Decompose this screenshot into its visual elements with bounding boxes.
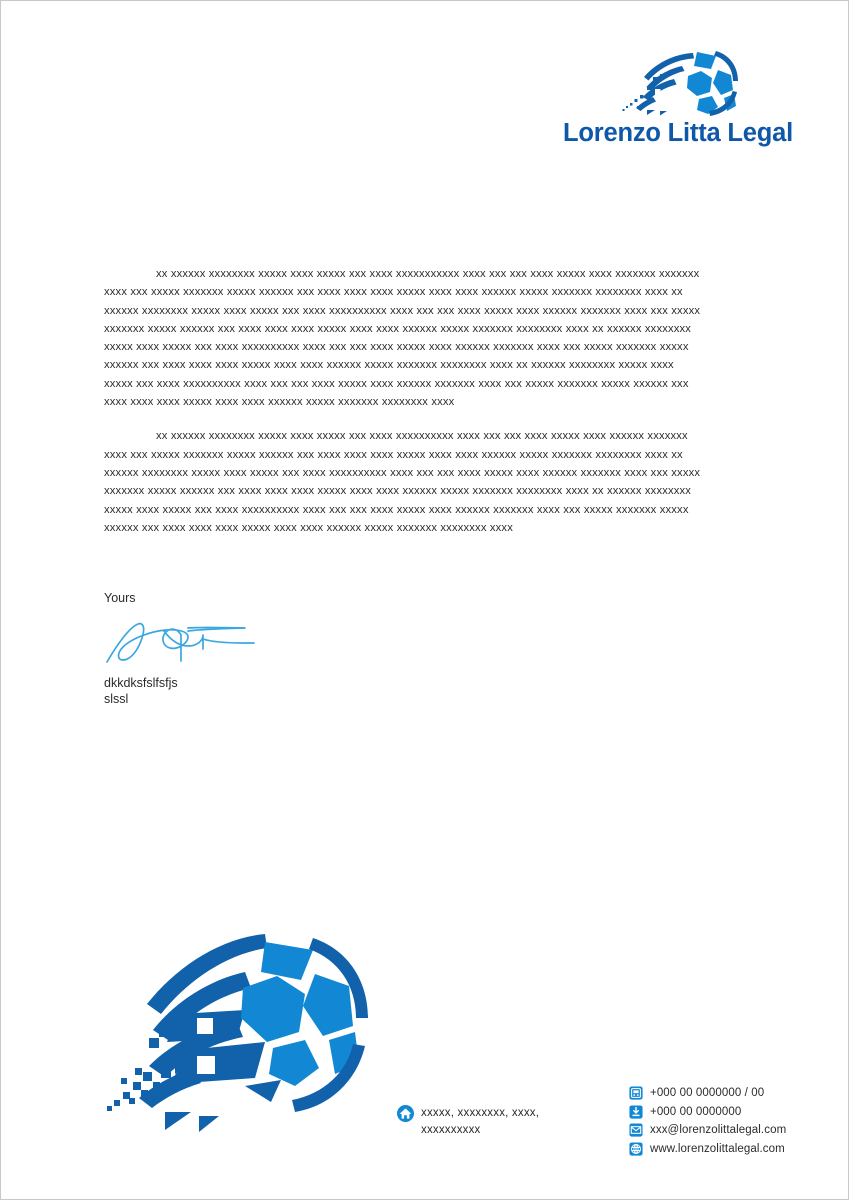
fax-icon [629, 1105, 643, 1119]
contact-fax [629, 1103, 844, 1121]
footer-contacts [629, 1084, 844, 1158]
website-icon [629, 1142, 643, 1156]
brand-wordmark: Lorenzo Litta Legal [563, 119, 793, 147]
body-line: xxxx xxx xxxxx xxxxxxx xxxxx xxxxxx xxx xxxx xxxx xxxx xxxxx xxxx xxxx xxxxxx xxxxx xxxxxxx xxxxxxxx xxxx xx [104, 286, 683, 299]
contact-fax-value[interactable]: +000 00 0000000 [650, 1105, 742, 1118]
contact-email [629, 1121, 844, 1139]
body-line: xx xxxxxx xxxxxxxx xxxxx xxxx xxxxx xxx xxxx xxxxxxxxxx xxxx xxx xxx xxxx xxxxx xxxx xxxxxx xxxxxxx [156, 430, 688, 443]
header-logo [563, 49, 793, 147]
signer-name-line-2: slssl [104, 692, 129, 706]
body-paragraph-1 [104, 265, 749, 411]
contact-phone [629, 1084, 844, 1102]
soccer-ball-motion-logo-icon [618, 49, 738, 117]
closing-salutation: Yours [104, 591, 136, 605]
body-line: xxxxxx xxxxxxxx xxxxx xxxx xxxxx xxx xxxx xxxxxxxxxx xxxx xxx xxx xxxx xxxxx xxxx xxxxxx xxxxxxx xxxx xxx xxxxx [104, 466, 701, 479]
signer-name-line-1: dkkdksfslfsfjs [104, 676, 178, 690]
body-line: xxxxx xxx xxxx xxxxxxxxxx xxxx xxx xxx xxxx xxxxx xxxx xxxxxx xxxxxxx xxxx xxx xxxxx xxxxxxx xxxxx xxxxxx xxx [104, 377, 689, 390]
contact-phone-value[interactable]: +000 00 0000000 / 00 [650, 1087, 765, 1099]
contact-website-value[interactable]: www.lorenzolittalegal.com [650, 1142, 785, 1155]
home-icon [397, 1105, 414, 1122]
body-line: xxxxx xxxx xxxxx xxx xxxx xxxxxxxxxx xxxx xxx xxx xxxx xxxxx xxxx xxxxxx xxxxxxx xxxx xxx xxxxx xxxxxxx xxxxx [104, 503, 689, 516]
body-line: xxxxx xxxx xxxxx xxx xxxx xxxxxxxxxx xxxx xxx xxx xxxx xxxxx xxxx xxxxxx xxxxxxx xxxx xxx xxxxx xxxxxxx xxxxx [104, 341, 689, 354]
address-line-1: xxxxx, xxxxxxxx, xxxx, [421, 1107, 540, 1119]
body-line: xxxxxxx xxxxx xxxxxx xxx xxxx xxxx xxxx xxxxx xxxx xxxx xxxxxx xxxxx xxxxxxx xxxxxxxx xxxx xx xxxxxx xxxxxxxx [104, 322, 692, 335]
footer-soccer-ball-motion-logo-icon [105, 926, 370, 1141]
body-line: xxxxxx xxx xxxx xxxx xxxx xxxxx xxxx xxxx xxxxxx xxxxx xxxxxxx xxxxxxxx xxxx xx xxxxxx xxxxxxxx xxxxx xxxx [104, 359, 674, 372]
letter-body [104, 265, 749, 537]
body-line: xxxx xxxx xxxx xxxxx xxxx xxxx xxxxxx xxxxx xxxxxxx xxxxxxxx xxxx [104, 396, 455, 409]
contact-email-value[interactable]: xxx@lorenzolittalegal.com [650, 1124, 787, 1136]
address-text [421, 1105, 539, 1138]
handwritten-signature-icon [104, 615, 274, 667]
body-line: xxxx xxx xxxxx xxxxxxx xxxxx xxxxxx xxx xxxx xxxx xxxx xxxxx xxxx xxxx xxxxxx xxxxx xxxxxxx xxxxxxxx xxxx xx [104, 448, 683, 461]
address-line-2: xxxxxxxxxx [421, 1123, 481, 1136]
body-line: xxxxxxx xxxxx xxxxxx xxx xxxx xxxx xxxx xxxxx xxxx xxxx xxxxxx xxxxx xxxxxxx xxxxxxxx xxxx xx xxxxxx xxxxxxxx [104, 485, 692, 498]
body-line: xxxxxx xxx xxxx xxxx xxxx xxxxx xxxx xxxx xxxxxx xxxxx xxxxxxx xxxxxxxx xxxx [104, 521, 513, 534]
email-icon [629, 1123, 643, 1137]
body-line: xx xxxxxx xxxxxxxx xxxxx xxxx xxxxx xxx xxxx xxxxxxxxxxx xxxx xxx xxx xxxx xxxxx xxxx xxxxxxx xxxxxxx [156, 268, 700, 280]
contact-website [629, 1140, 844, 1158]
phone-icon [629, 1086, 643, 1100]
body-line: xxxxxx xxxxxxxx xxxxx xxxx xxxxx xxx xxxx xxxxxxxxxx xxxx xxx xxx xxxx xxxxx xxxx xxxxxx xxxxxxx xxxx xxx xxxxx [104, 304, 701, 317]
signature-block [104, 591, 274, 707]
footer-address [397, 1105, 612, 1138]
body-paragraph-2 [104, 427, 749, 537]
signer-name [104, 675, 274, 707]
